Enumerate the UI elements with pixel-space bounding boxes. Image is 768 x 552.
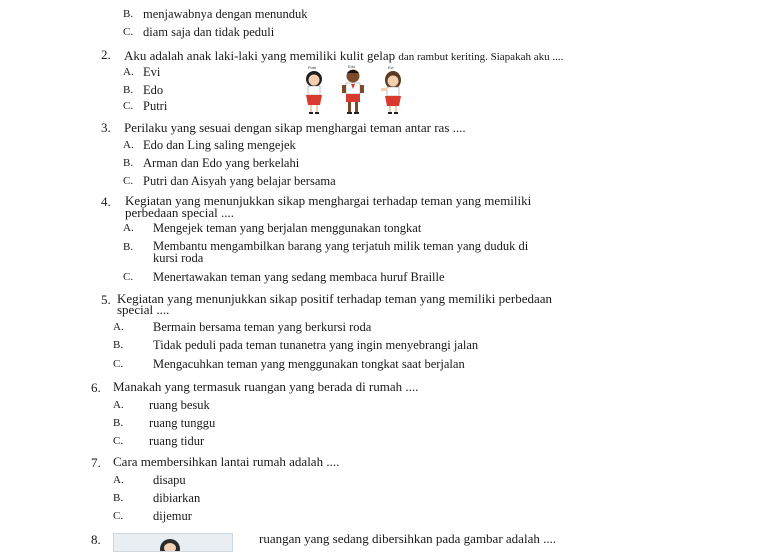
- question-number: 4.: [101, 194, 111, 209]
- question-text: Kegiatan yang menunjukkan sikap menghargai terhadap teman yang memiliki: [125, 193, 532, 208]
- three-children-illustration: [298, 64, 410, 116]
- option-letter: B.: [123, 241, 134, 253]
- figure-label-evi: Evi: [388, 65, 394, 70]
- option-text: Evi: [143, 65, 161, 79]
- question-text: Perilaku yang sesuai dengan sikap menghargai teman antar ras ....: [124, 120, 466, 135]
- option-text: Edo: [143, 83, 164, 97]
- option-text: Arman dan Edo yang berkelahi: [143, 156, 300, 170]
- option-letter: C.: [113, 510, 124, 522]
- question-number: 6.: [91, 380, 101, 395]
- option-letter: B.: [113, 339, 124, 351]
- question-number: 8.: [91, 532, 101, 547]
- option-letter: C.: [123, 271, 134, 283]
- question-text: Cara membersihkan lantai rumah adalah ....: [113, 454, 340, 469]
- question-text: perbedaan special ....: [125, 205, 235, 220]
- option-text: diam saja dan tidak peduli: [143, 25, 275, 39]
- girl-figure-putri: [306, 71, 322, 114]
- option-letter: C.: [123, 26, 134, 38]
- option-letter: B.: [113, 492, 124, 504]
- option-letter: C.: [113, 358, 124, 370]
- option-letter: A.: [123, 66, 134, 78]
- question-number: 2.: [101, 47, 111, 62]
- option-text: Tidak peduli pada teman tunanetra yang ingin menyebrangi jalan: [153, 338, 479, 352]
- girl-figure-evi: [381, 71, 401, 114]
- option-letter: B.: [123, 84, 134, 96]
- option-text: Bermain bersama teman yang berkursi roda: [153, 320, 372, 334]
- clipped-top-line: [0, 0, 768, 4]
- option-text: menjawabnya dengan menunduk: [143, 7, 308, 21]
- option-text: Edo dan Ling saling mengejek: [143, 138, 296, 152]
- option-text: Menertawakan teman yang sedang membaca huruf Braille: [153, 270, 445, 284]
- option-letter: B.: [113, 417, 124, 429]
- option-letter: C.: [123, 175, 134, 187]
- option-text: Mengacuhkan teman yang menggunakan tongkat saat berjalan: [153, 357, 465, 371]
- option-text: Putri dan Aisyah yang belajar bersama: [143, 174, 336, 188]
- question-text: ruangan yang sedang dibersihkan pada gambar adalah ....: [259, 531, 557, 546]
- option-text: ruang tidur: [149, 434, 205, 448]
- figure-label-edo: Edo: [348, 64, 356, 69]
- option-text: Putri: [143, 99, 168, 113]
- option-text: disapu: [153, 473, 186, 487]
- question-text: special ....: [117, 302, 170, 317]
- option-text: ruang besuk: [149, 398, 210, 412]
- question-number: 3.: [101, 120, 111, 135]
- question-text: Manakah yang termasuk ruangan yang berada di rumah ....: [113, 379, 419, 394]
- person-face-shape: [164, 543, 176, 552]
- option-letter: C.: [123, 100, 134, 112]
- option-letter: A.: [113, 474, 124, 486]
- option-letter: B.: [123, 8, 134, 20]
- question-number: 7.: [91, 455, 101, 470]
- question-text: [124, 48, 563, 64]
- option-text: Mengejek teman yang berjalan menggunakan tongkat: [153, 221, 422, 235]
- option-letter: A.: [123, 222, 134, 234]
- boy-figure-edo: [342, 70, 364, 115]
- question-text: Kegiatan yang menunjukkan sikap positif terhadap teman yang memiliki perbedaan: [117, 291, 553, 306]
- option-text: dijemur: [153, 509, 192, 523]
- option-text: Membantu mengambilkan barang yang terjatuh milik teman yang duduk di: [153, 239, 529, 253]
- option-letter: C.: [113, 435, 124, 447]
- option-letter: A.: [123, 139, 134, 151]
- option-text: dibiarkan: [153, 491, 201, 505]
- question-text-part: Aku adalah anak laki-laki yang memiliki kulit gelap: [124, 48, 399, 63]
- option-letter: A.: [113, 399, 124, 411]
- room-cleaning-picture: [113, 533, 233, 552]
- figure-label-putri: Putri: [308, 65, 317, 70]
- option-letter: A.: [113, 321, 124, 333]
- question-number: 5.: [101, 292, 111, 307]
- question-text-part: dan rambut keriting. Siapakah aku ....: [398, 51, 564, 63]
- option-letter: B.: [123, 157, 134, 169]
- option-text: ruang tunggu: [149, 416, 216, 430]
- option-text: kursi roda: [153, 251, 204, 265]
